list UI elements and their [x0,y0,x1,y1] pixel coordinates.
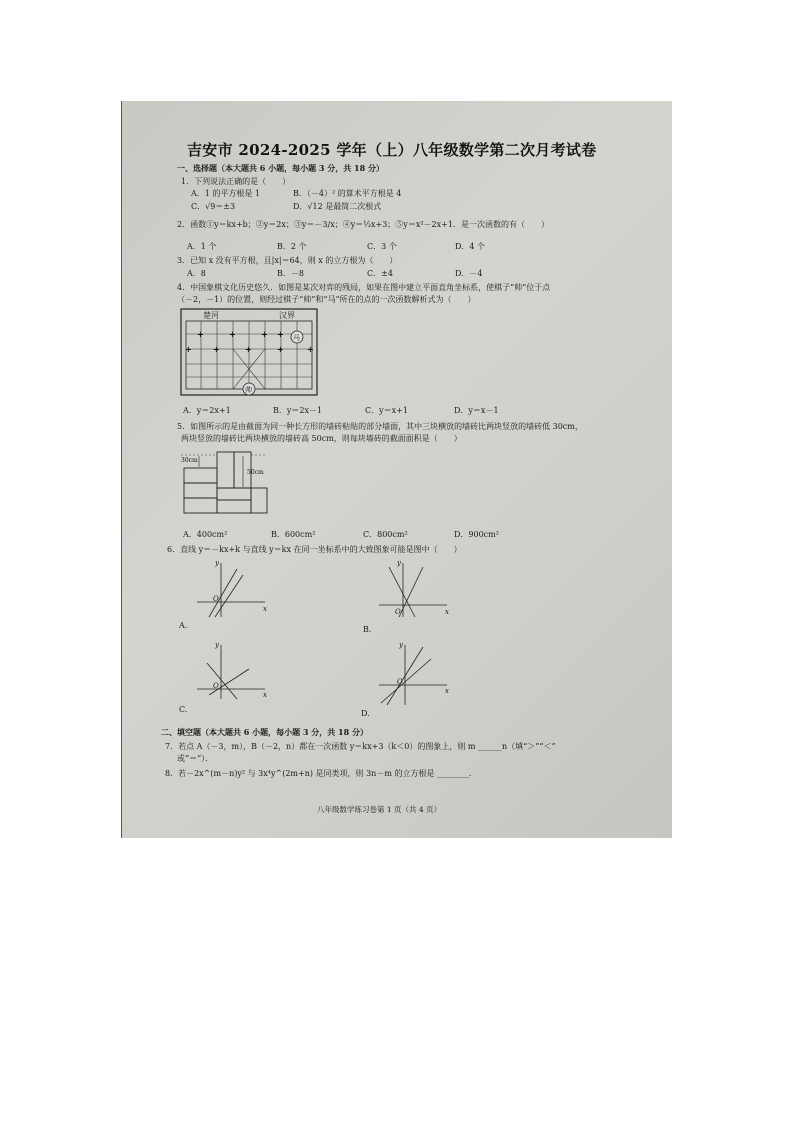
y-label: y [399,641,403,649]
origin-label: O [213,595,219,603]
q6-option-d: D. [361,709,370,718]
q7-line1: 7．若点 A（－3，m），B（－2，n）都在一次函数 y＝kx+3（k＜0）的图象上，则 m ______n（填“＞”“＜” [165,742,556,751]
q3-stem: 3．已知 x 没有平方根，且|x|＝64，则 x 的立方根为（ ） [177,256,398,265]
q3-option-b: B．－8 [277,269,304,278]
q6-option-c: C. [179,705,188,714]
q2-option-c: C．3 个 [367,242,397,251]
marker-cross: + [277,344,284,354]
q1-stem: 1．下列说法正确的是（ ） [181,177,291,186]
brick-horizontal [251,488,267,513]
x-label: x [445,608,449,616]
graph-line [215,575,243,617]
photo-edge [121,101,122,838]
q8-line1: 8．若－2x^(m－n)y² 与 3x⁴y^(2m+n) 是同类项，则 3n－m 的立方根是 ________． [165,769,477,778]
q4-option-b: B．y＝2x－1 [273,406,323,415]
q6-graph-b [375,559,455,619]
q1-option-b: B．（－4）² 的算术平方根是 4 [293,189,402,198]
brick-vertical [217,452,234,488]
q3-option-c: C．±4 [367,269,393,278]
marker-cross: + [185,344,192,354]
y-label: y [215,559,219,567]
q2-option-b: B．2 个 [277,242,307,251]
q3-option-a: A．8 [187,269,206,278]
x-label: x [445,687,449,695]
q1-option-a: A．1 的平方根是 1 [191,189,261,198]
q6-option-b: B. [363,625,372,634]
q1-option-d: D．√12 是最简二次根式 [293,202,382,211]
y-label: y [215,641,219,649]
page-footer: 八年级数学练习卷第 1 页（共 4 页） [317,805,442,814]
label-30cm: 30cm [181,457,198,464]
marker-cross: + [307,344,314,354]
q6-stem: 6．直线 y＝－kx+k 与直线 y＝kx 在同一坐标系中的大致图象可能是图中（ ） [167,545,462,554]
section-2-heading: 二、填空题（本大题共 6 小题，每小题 3 分，共 18 分） [161,727,368,737]
board-left-label: 楚河 [203,311,219,320]
origin-label: O [213,682,219,690]
origin-label: O [395,608,401,616]
brick-horizontal [184,498,217,513]
brick-horizontal [184,483,217,498]
q3-option-d: D．－4 [455,269,483,278]
q4-stem-line1: 4．中国象棋文化历史悠久．如图是某次对弈的残局，如果在图中建立平面直角坐标系，使棋子“帅”位于点 [177,283,551,292]
q2-option-d: D．4 个 [455,242,486,251]
brick-horizontal [217,500,251,513]
brick-horizontal [184,468,217,483]
q5-stem-line2: 两块竖放的墙砖比两块横放的墙砖高 50cm，则每块墙砖的截面面积是（ ） [181,434,462,443]
marker-cross: + [229,329,236,339]
exam-title: 吉安市 2024-2025 学年（上）八年级数学第二次月考试卷 [187,141,597,159]
piece-ma-label: 马 [293,334,300,342]
q5-option-a: A．400cm² [183,530,228,539]
q6-graph-d [375,641,455,707]
q5-option-c: C．800cm² [363,530,408,539]
section-1-heading: 一、选择题（本大题共 6 小题，每小题 3 分，共 18 分） [177,163,384,173]
exam-photo [121,101,672,838]
x-label: x [263,691,267,699]
brick-wall-figure [181,449,291,521]
q2-option-a: A．1 个 [187,242,217,251]
q1-option-c: C．√9＝±3 [191,202,236,211]
q4-option-d: D．y＝x－1 [454,406,499,415]
q5-stem-line1: 5．如图所示的是由截面为同一种长方形的墙砖粘贴的部分墙面，其中三块横放的墙砖比两块竖放的墙砖低 30cm， [177,422,583,431]
marker-cross: + [213,344,220,354]
q6-graph-a [193,559,273,619]
graph-line [381,659,431,703]
q6-graph-c [193,641,273,701]
y-label: y [397,559,401,567]
piece-shuai-label: 帅 [245,386,252,394]
q2-stem: 2．函数①y＝kx+b；②y＝2x；③y＝－3/x；④y＝⅓x+3；⑤y＝x²－2x+1．是一次函数的有（ ） [177,220,549,229]
graph-line [209,569,237,617]
q4-option-c: C．y＝x+1 [365,406,408,415]
brick-horizontal [217,488,251,500]
chess-board-figure [181,309,321,401]
marker-cross: + [277,329,284,339]
board-right-label: 汉界 [279,311,295,320]
q6-option-a: A. [179,621,188,630]
marker-cross: + [197,329,204,339]
label-50cm: 50cm [247,469,264,476]
q5-option-b: B．600cm² [271,530,316,539]
q4-option-a: A．y＝2x+1 [183,406,231,415]
q4-stem-line2: （－2，－1）的位置，则经过棋子“帅”和“马”所在的点的一次函数解析式为（ ） [177,295,476,304]
marker-cross: + [245,344,252,354]
x-label: x [263,605,267,613]
marker-cross: + [261,329,268,339]
q7-line2: 或“＝”）． [177,754,214,763]
origin-label: O [397,678,403,686]
q5-option-d: D．900cm² [454,530,499,539]
